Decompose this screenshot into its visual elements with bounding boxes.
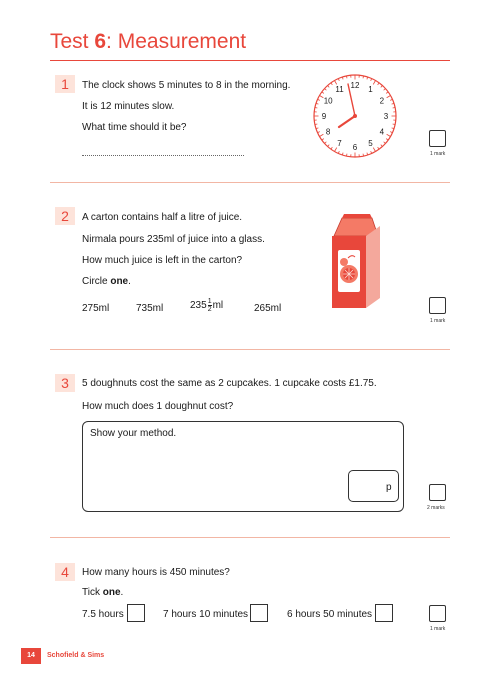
clock-numeral: 5 — [368, 138, 373, 148]
q4-instruction — [82, 587, 123, 598]
clock-tick — [318, 132, 320, 133]
q2-instruction-bold: one — [110, 276, 129, 287]
clock-numeral: 4 — [379, 127, 385, 137]
clock-tick — [378, 83, 379, 85]
clock-numeral: 11 — [335, 85, 344, 95]
q4-mark-label: 1 mark — [430, 626, 446, 632]
fraction-numerator: 1 — [207, 298, 212, 305]
q3-mark-label: 2 marks — [427, 505, 445, 511]
clock-tick — [393, 107, 395, 108]
clock-numeral: 7 — [337, 138, 342, 148]
clock-tick — [387, 134, 391, 136]
q2-option-3-unit: ml — [212, 300, 224, 312]
clock-tick — [371, 79, 372, 81]
clock-tick — [386, 139, 388, 140]
clock-tick — [322, 92, 324, 93]
question-number-3: 3 — [55, 374, 75, 392]
clock-tick — [381, 145, 383, 147]
q4-instruction-suffix: . — [120, 587, 124, 598]
question-number-2: 2 — [55, 207, 75, 225]
clock-tick — [315, 107, 317, 108]
clock-tick — [387, 96, 391, 98]
q2-line-1: A carton contains half a litre of juice. — [82, 212, 243, 223]
q4-option-2-label: 7 hours 10 minutes — [163, 609, 249, 620]
question-number-1: 1 — [55, 75, 75, 93]
clock-tick — [346, 154, 347, 156]
clock-tick — [373, 80, 375, 84]
q2-mark-label: 1 mark — [430, 318, 446, 324]
clock-tick — [373, 148, 375, 152]
clock-figure — [312, 73, 398, 159]
clock-tick — [371, 151, 372, 153]
q4-option-1-label: 7.5 hours — [82, 609, 124, 620]
title-divider — [50, 60, 450, 61]
page-number: 14 — [21, 648, 41, 664]
q3-line-1: 5 doughnuts cost the same as 2 cupcakes. 1 cupcake costs £1.75. — [82, 378, 377, 389]
page-title — [50, 30, 246, 54]
clock-tick — [319, 134, 323, 136]
q4-instruction-prefix: Tick — [82, 587, 103, 598]
q3-method-label: Show your method. — [90, 428, 177, 439]
q4-option-2-tickbox[interactable] — [250, 604, 268, 622]
q2-instruction — [82, 276, 131, 287]
clock-tick — [338, 79, 339, 81]
clock-numeral: 6 — [352, 143, 358, 152]
clock-tick — [335, 80, 337, 84]
q2-option-3-whole: 235 — [190, 300, 207, 312]
publisher-name: Schofield & Sims — [47, 652, 105, 659]
clock-hour-hand — [339, 116, 355, 127]
fraction-denominator: 2 — [207, 306, 212, 313]
section-divider-3 — [50, 537, 450, 538]
clock-numeral: 1 — [368, 85, 373, 95]
clock-tick — [378, 147, 379, 149]
title-number: 6 — [94, 30, 107, 53]
q2-line-2: Nirmala pours 235ml of juice into a glass. — [82, 234, 265, 245]
section-divider-1 — [50, 182, 450, 183]
clock-tick — [322, 139, 324, 140]
clock-tick — [331, 147, 332, 149]
q4-option-3-tickbox[interactable] — [375, 604, 393, 622]
clock-numeral: 2 — [379, 96, 385, 106]
q2-option-1[interactable]: 275ml — [82, 303, 110, 314]
clock-tick — [393, 124, 395, 125]
q1-line-2: It is 12 minutes slow. — [82, 101, 175, 112]
q4-line-1: How many hours is 450 minutes? — [82, 567, 230, 578]
clock-numeral: 3 — [383, 112, 389, 121]
clock-numeral: 10 — [323, 96, 333, 106]
clock-tick — [328, 145, 330, 147]
q2-option-3-fraction — [208, 298, 212, 313]
question-number-4: 4 — [55, 563, 75, 581]
clock-tick — [315, 124, 317, 125]
q4-instruction-bold: one — [102, 587, 121, 598]
q1-mark-box[interactable] — [429, 130, 446, 147]
clock-numeral: 12 — [350, 81, 360, 90]
clock-tick — [363, 154, 364, 156]
q3-answer-unit: p — [386, 482, 392, 493]
q2-instruction-prefix: Circle — [82, 276, 111, 287]
clock-tick — [381, 86, 383, 88]
juice-carton-icon — [328, 214, 382, 310]
title-prefix: Test — [50, 30, 95, 53]
clock-tick — [390, 99, 392, 100]
q2-instruction-suffix: . — [128, 276, 131, 287]
clock-tick — [384, 89, 386, 91]
q2-option-4[interactable]: 265ml — [254, 303, 282, 314]
clock-tick — [338, 151, 339, 153]
q2-mark-box[interactable] — [429, 297, 446, 314]
clock-tick — [318, 99, 320, 100]
section-divider-2 — [50, 349, 450, 350]
clock-tick — [390, 132, 392, 133]
q3-mark-box[interactable] — [429, 484, 446, 501]
q4-mark-box[interactable] — [429, 605, 446, 622]
clock-tick — [325, 142, 327, 144]
q3-line-2: How much does 1 doughnut cost? — [82, 401, 234, 412]
title-suffix: : Measurement — [106, 30, 247, 53]
clock-tick — [325, 89, 327, 91]
q4-option-1-tickbox[interactable] — [127, 604, 145, 622]
clock-tick — [384, 142, 386, 144]
q1-line-1: The clock shows 5 minutes to 8 in the morning. — [82, 80, 291, 91]
clock-tick — [335, 148, 337, 152]
clock-numeral: 8 — [325, 127, 331, 137]
q2-line-3: How much juice is left in the carton? — [82, 255, 243, 266]
clock-numeral: 9 — [321, 112, 327, 121]
clock-tick — [386, 92, 388, 93]
clock-tick — [346, 76, 347, 78]
q4-option-3-label: 6 hours 50 minutes — [287, 609, 373, 620]
clock-tick — [328, 86, 330, 88]
q2-option-3[interactable] — [190, 298, 223, 313]
q1-answer-line[interactable] — [82, 155, 244, 157]
clock-tick — [331, 83, 332, 85]
clock-tick — [363, 76, 364, 78]
q1-line-3: What time should it be? — [82, 122, 187, 133]
q1-mark-label: 1 mark — [430, 151, 446, 157]
clock-center — [353, 114, 357, 118]
q2-option-2[interactable]: 735ml — [136, 303, 164, 314]
